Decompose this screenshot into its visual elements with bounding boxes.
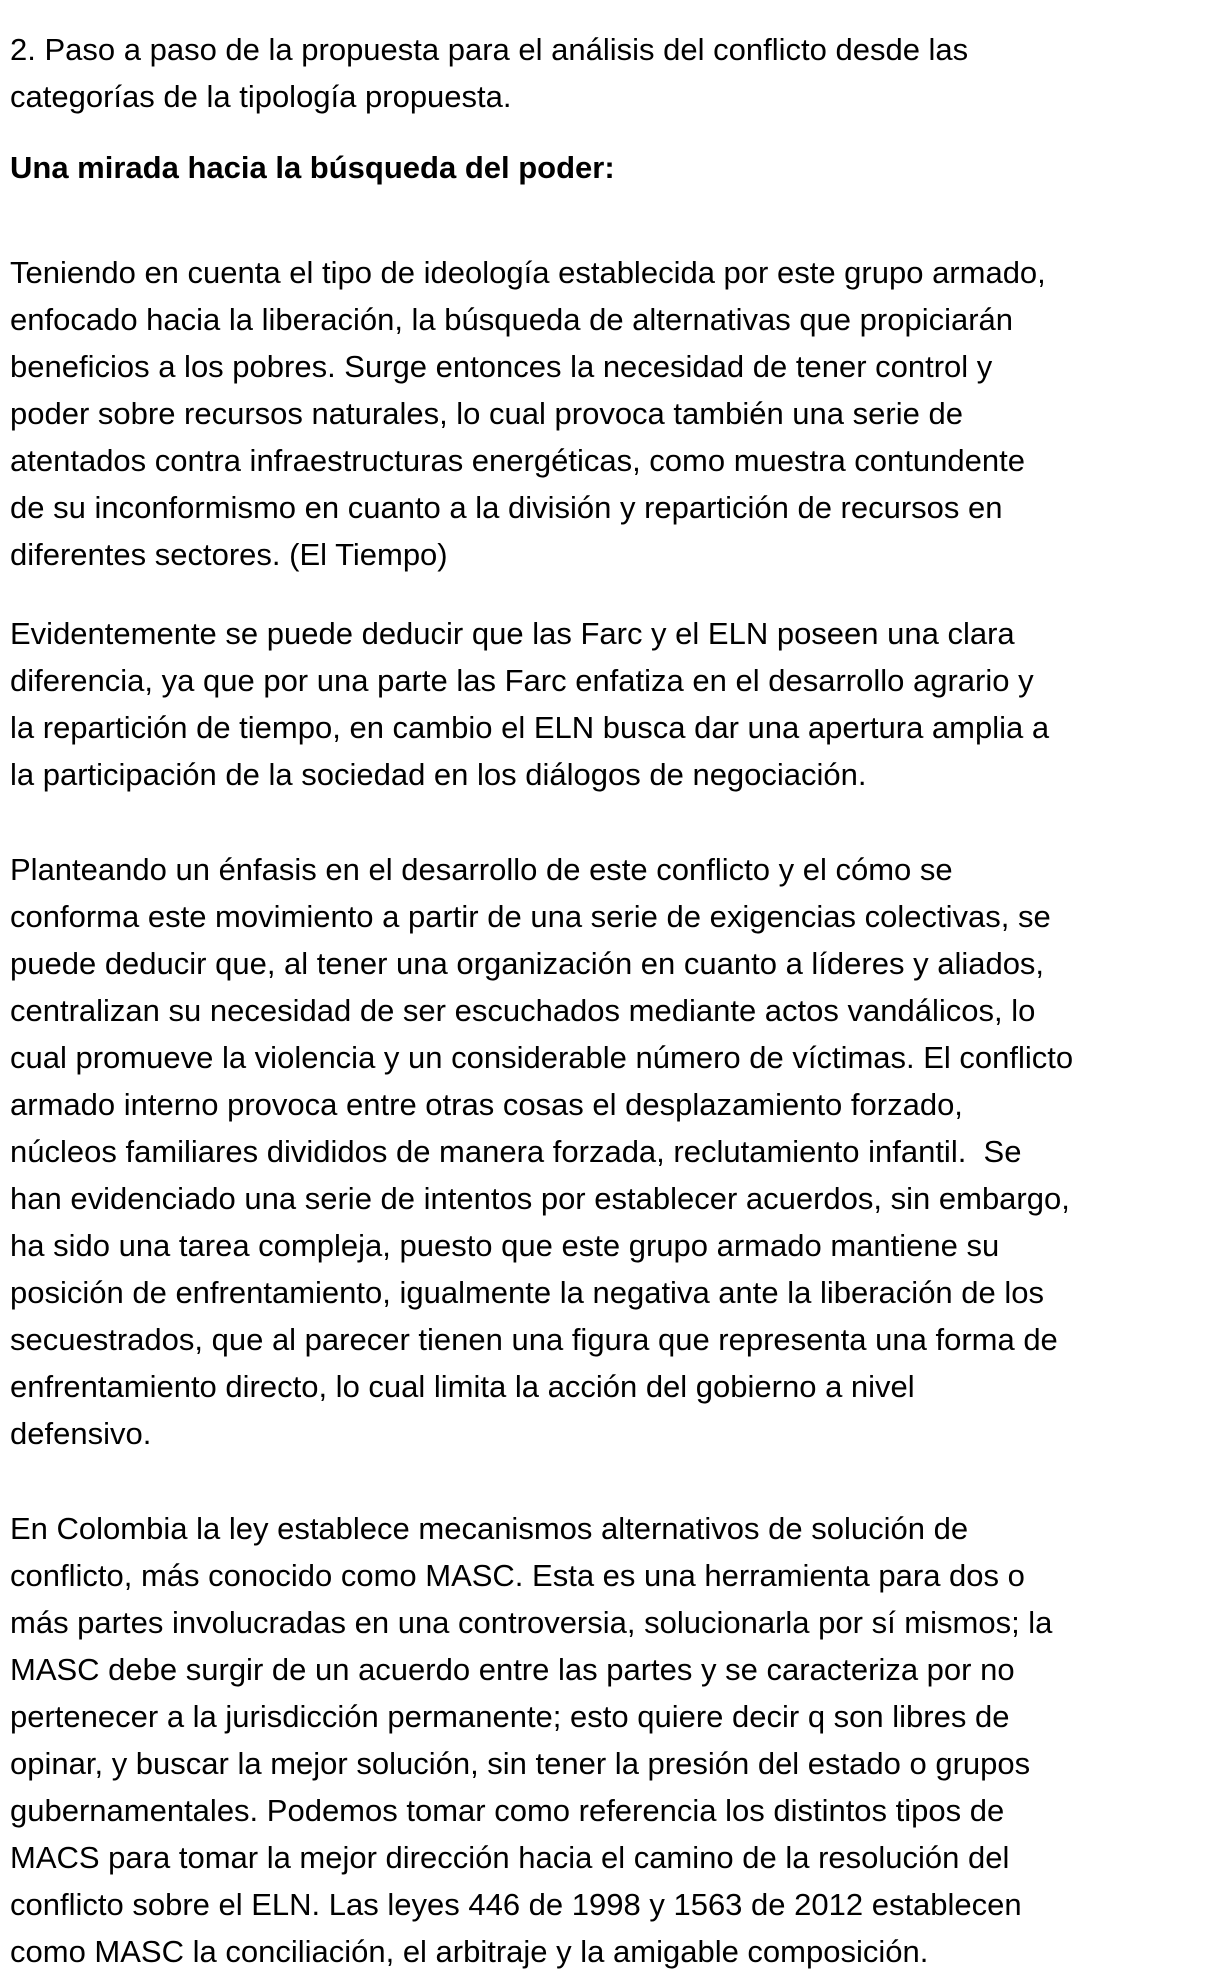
paragraph-body-4 [10,846,1202,1457]
text-line: MACS para tomar la mejor dirección hacia el camino de la resolución del [10,1840,1010,1875]
text-line: diferencia, ya que por una parte las Farc enfatiza en el desarrollo agrario y [10,663,1034,698]
text-line: núcleos familiares divididos de manera forzada, reclutamiento infantil. Se [10,1134,1022,1169]
text-line: Una mirada hacia la búsqueda del poder: [10,150,615,185]
paragraph-body-3 [10,610,1202,798]
text-line: diferentes sectores. (El Tiempo) [10,537,448,572]
text-line: Teniendo en cuenta el tipo de ideología establecida por este grupo armado, [10,255,1046,290]
text-line: defensivo. [10,1416,152,1451]
paragraph-heading-0 [10,26,1202,120]
paragraph-body-5 [10,1505,1202,1975]
paragraph-subheading-1 [10,144,1202,191]
text-line: centralizan su necesidad de ser escuchados mediante actos vandálicos, lo [10,993,1036,1028]
text-line: enfocado hacia la liberación, la búsqueda de alternativas que propiciarán [10,302,1014,337]
text-line: como MASC la conciliación, el arbitraje y la amigable composición. [10,1934,929,1969]
text-line: Planteando un énfasis en el desarrollo de este conflicto y el cómo se [10,852,953,887]
text-line: la repartición de tiempo, en cambio el ELN busca dar una apertura amplia a [10,710,1050,745]
text-line: En Colombia la ley establece mecanismos alternativos de solución de [10,1511,969,1546]
text-line: posición de enfrentamiento, igualmente la negativa ante la liberación de los [10,1275,1045,1310]
text-line: de su inconformismo en cuanto a la división y repartición de recursos en [10,490,1003,525]
text-line: conflicto, más conocido como MASC. Esta es una herramienta para dos o [10,1558,1025,1593]
text-line: conforma este movimiento a partir de una serie de exigencias colectivas, se [10,899,1051,934]
text-line: categorías de la tipología propuesta. [10,79,512,114]
text-line: poder sobre recursos naturales, lo cual provoca también una serie de [10,396,963,431]
text-line: más partes involucradas en una controversia, solucionarla por sí mismos; la [10,1605,1053,1640]
text-line: ha sido una tarea compleja, puesto que este grupo armado mantiene su [10,1228,1000,1263]
text-line: beneficios a los pobres. Surge entonces la necesidad de tener control y [10,349,993,384]
text-line: secuestrados, que al parecer tienen una figura que representa una forma de [10,1322,1058,1357]
text-line: 2. Paso a paso de la propuesta para el análisis del conflicto desde las [10,32,969,67]
text-line: pertenecer a la jurisdicción permanente; esto quiere decir q son libres de [10,1699,1010,1734]
paragraph-body-2 [10,249,1202,578]
text-line: armado interno provoca entre otras cosas el desplazamiento forzado, [10,1087,963,1122]
text-line: gubernamentales. Podemos tomar como referencia los distintos tipos de [10,1793,1005,1828]
text-line: conflicto sobre el ELN. Las leyes 446 de 1998 y 1563 de 2012 establecen [10,1887,1022,1922]
text-line: enfrentamiento directo, lo cual limita la acción del gobierno a nivel [10,1369,915,1404]
text-line: puede deducir que, al tener una organización en cuanto a líderes y aliados, [10,946,1045,981]
text-line: han evidenciado una serie de intentos por establecer acuerdos, sin embargo, [10,1181,1070,1216]
text-line: MASC debe surgir de un acuerdo entre las partes y se caracteriza por no [10,1652,1015,1687]
text-line: Evidentemente se puede deducir que las Farc y el ELN poseen una clara [10,616,1015,651]
text-line: cual promueve la violencia y un considerable número de víctimas. El conflicto [10,1040,1074,1075]
text-line: la participación de la sociedad en los diálogos de negociación. [10,757,867,792]
text-line: atentados contra infraestructuras energéticas, como muestra contundente [10,443,1025,478]
text-line: opinar, y buscar la mejor solución, sin tener la presión del estado o grupos [10,1746,1031,1781]
